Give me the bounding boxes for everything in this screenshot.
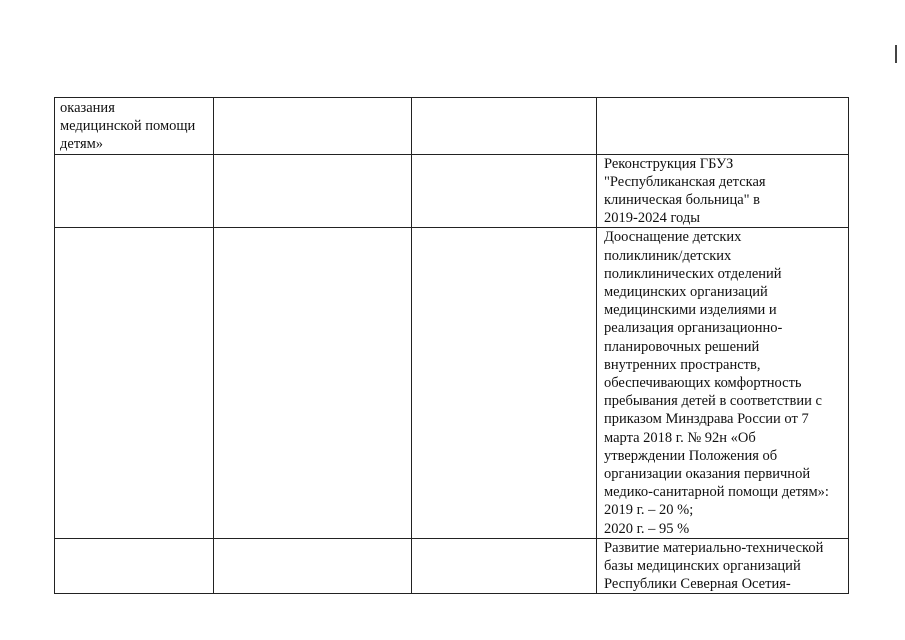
cell-text-line: медицинской помощи xyxy=(60,118,196,135)
table-cell-col2 xyxy=(214,154,412,228)
table-cell-col1 xyxy=(55,98,214,155)
table-cell-col1 xyxy=(55,538,214,594)
cell-text-line: детям» xyxy=(60,136,104,153)
table-cell-col3 xyxy=(412,98,597,155)
cell-text-line: пребывания детей в соответствии с xyxy=(604,393,822,410)
table-cell-col2 xyxy=(214,228,412,538)
table-cell-col1 xyxy=(55,154,214,228)
cell-text-line: Дооснащение детских xyxy=(604,229,742,246)
document-table xyxy=(54,97,849,594)
scan-artifact-mark xyxy=(895,45,897,63)
table-cell-col4 xyxy=(597,538,849,594)
table-row xyxy=(55,538,849,594)
table-cell-col4 xyxy=(597,228,849,538)
table-cell-col2 xyxy=(214,538,412,594)
table-cell-col3 xyxy=(412,154,597,228)
cell-text-line: марта 2018 г. № 92н «Об xyxy=(604,429,756,446)
table-cell-col4 xyxy=(597,98,849,155)
cell-text-line: базы медицинских организаций xyxy=(604,558,801,575)
table-cell-col4 xyxy=(597,154,849,228)
table-row xyxy=(55,154,849,228)
cell-text-line: медицинских организаций xyxy=(604,284,768,301)
table-row xyxy=(55,228,849,538)
cell-text-line: обеспечивающих комфортность xyxy=(604,375,802,392)
table-cell-col2 xyxy=(214,98,412,155)
cell-text-line: 2019 г. – 20 %; xyxy=(604,502,694,519)
cell-text-line: реализация организационно- xyxy=(604,320,783,337)
cell-text-line: Реконструкция ГБУЗ xyxy=(604,155,734,172)
cell-text-line: приказом Минздрава России от 7 xyxy=(604,411,809,428)
cell-text-line: 2019-2024 годы xyxy=(604,210,700,227)
cell-text-line: внутренних пространств, xyxy=(604,356,761,373)
cell-text-line: "Республиканская детская xyxy=(604,173,766,190)
cell-text-line: поликлинических отделений xyxy=(604,265,782,282)
table-row xyxy=(55,98,849,155)
cell-text-line: планировочных решений xyxy=(604,338,760,355)
cell-text-line: утверждении Положения об xyxy=(604,447,778,464)
cell-text-line: медико-санитарной помощи детям»: xyxy=(604,484,829,501)
cell-text-line: клиническая больница" в xyxy=(604,192,761,209)
cell-text-line: поликлиник/детских xyxy=(604,247,732,264)
table-cell-col1 xyxy=(55,228,214,538)
cell-text-line: организации оказания первичной xyxy=(604,466,811,483)
table-cell-col3 xyxy=(412,228,597,538)
cell-text-line: 2020 г. – 95 % xyxy=(604,520,690,537)
table-cell-col3 xyxy=(412,538,597,594)
cell-text-line: медицинскими изделиями и xyxy=(604,302,777,319)
cell-text-line: оказания xyxy=(60,100,115,116)
cell-text-line: Республики Северная Осетия- xyxy=(604,576,791,593)
cell-text-line: Развитие материально-технической xyxy=(604,539,824,556)
